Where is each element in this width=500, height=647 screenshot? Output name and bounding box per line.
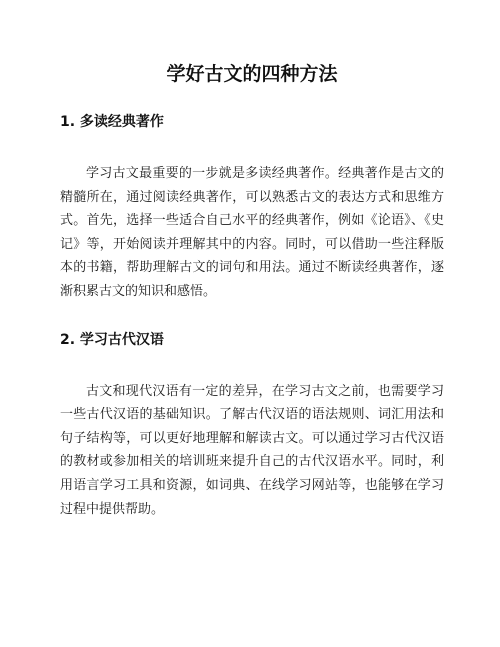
section-paragraph: 学习古文最重要的一步就是多读经典著作。经典著作是古文的精髓所在，通过阅读经典著作，可以熟悉古文的表达方式和思维方式。首先，选择一些适合自己水平的经典著作，例如《论语》、《史记》等，开始阅读并理解其中的内容。同时，可以借助一些注释版本的书籍，帮助理解古文的词句和用法。通过不断读经典著作，逐渐积累古文的知识和感悟。 — [60, 166, 444, 299]
section-heading: 2. 学习古代汉语 — [60, 331, 164, 348]
section-read-classics — [60, 108, 444, 304]
section-learn-ancient-chinese — [60, 326, 444, 522]
document-title: 学好古文的四种方法 — [166, 63, 338, 85]
section-paragraph: 古文和现代汉语有一定的差异，在学习古文之前，也需要学习一些古代汉语的基础知识。了解古代汉语的语法规则、词汇用法和句子结构等，可以更好地理解和解读古文。可以通过学习古代汉语的教材或参加相关的培训班来提升自己的古代汉语水平。同时，利用语言学习工具和资源，如词典、在线学习网站等，也能够在学习过程中提供帮助。 — [60, 383, 444, 517]
section-heading: 1. 多读经典著作 — [60, 114, 164, 130]
